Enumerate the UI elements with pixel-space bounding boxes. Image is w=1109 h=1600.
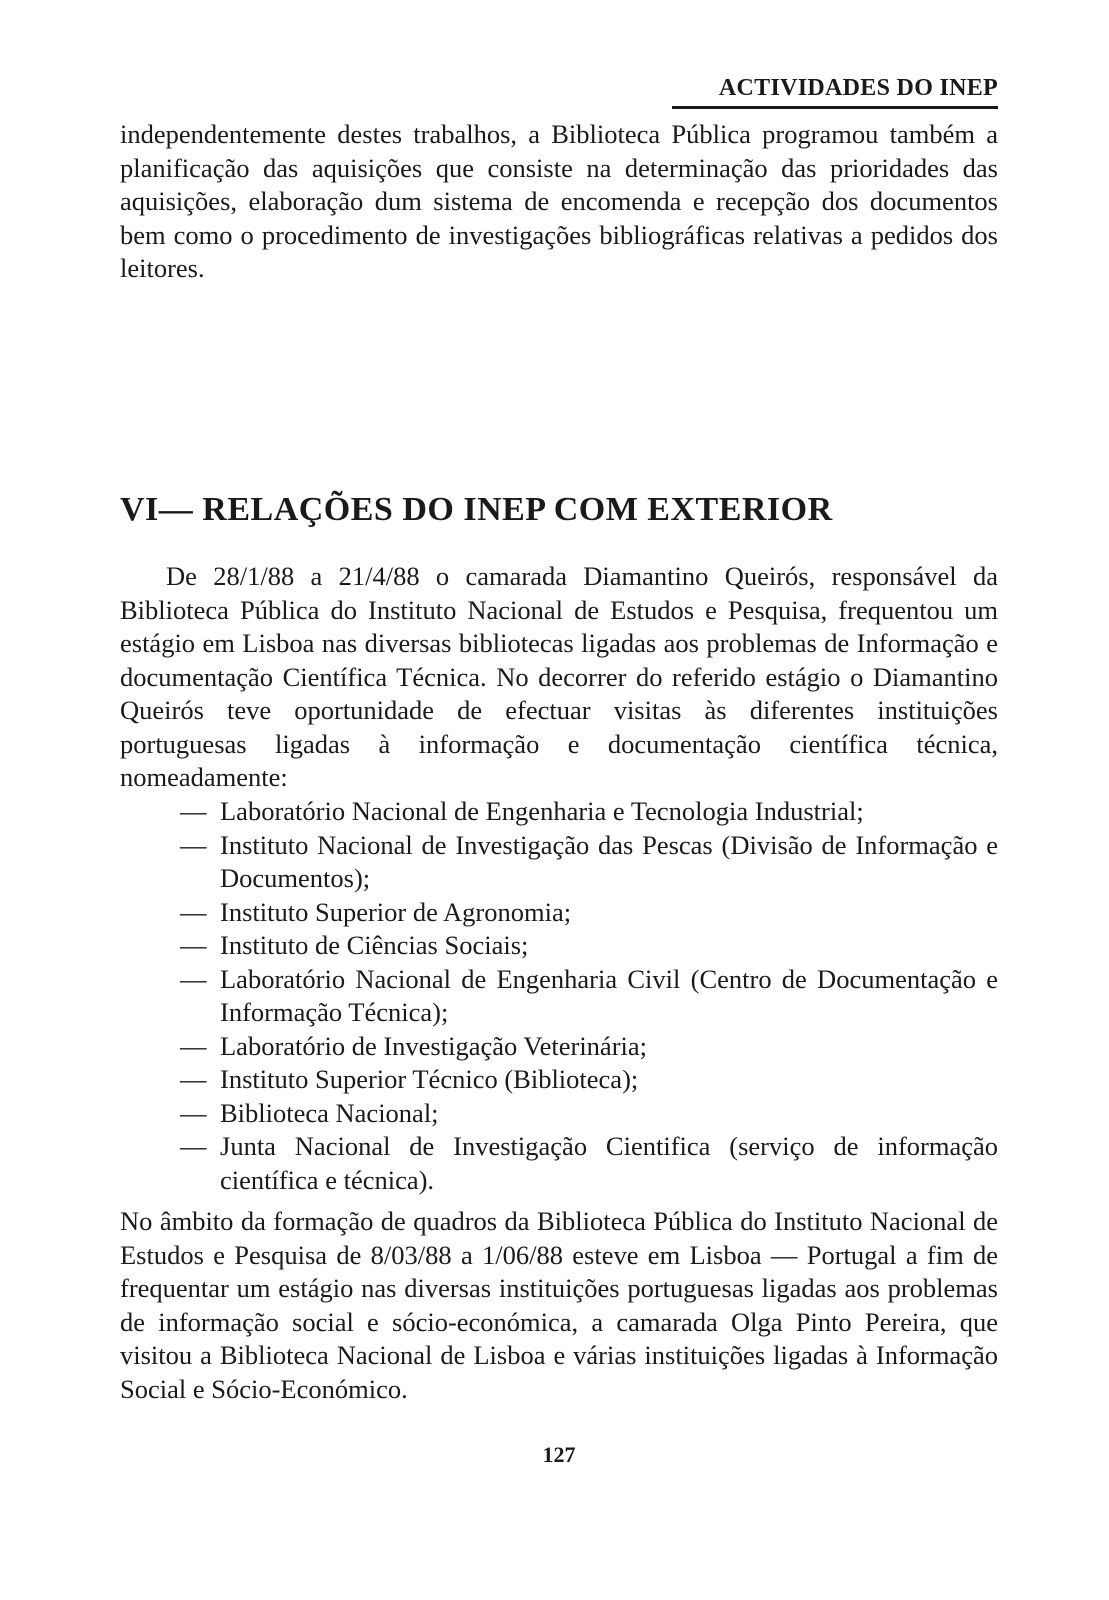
page-number: 127 bbox=[542, 1442, 576, 1467]
list-item bbox=[180, 829, 998, 896]
paragraph-bottom: No âmbito da formação de quadros da Biblioteca Pública do Instituto Nacional de Estudos e Pesquisa de 8/03/88 a 1/06/88 esteve em Lisboa — Portugal a fim de frequentar um estágio nas diversas instituições portuguesas ligadas aos problemas de informação social e sócio-económica, a camarada Olga Pinto Pereira, que visitou a Biblioteca Nacional de Lisboa e várias instituições ligadas à Informação Social e Sócio-Económico. bbox=[120, 1206, 998, 1404]
paragraph-section: De 28/1/88 a 21/4/88 o camarada Diamantino Queirós, responsável da Biblioteca Pública do Instituto Nacional de Estudos e Pesquisa, frequentou um estágio em Lisboa nas diversas bibliotecas ligadas aos problemas de Informação e documentação Científica Técnica. No decorrer do referido estágio o Diamantino Queirós teve oportunidade de efectuar visitas às diferentes instituições portuguesas ligadas à informação e documentação científica técnica, nomeadamente: bbox=[120, 561, 998, 792]
list-item bbox=[180, 1030, 998, 1064]
list-item-text: Laboratório de Investigação Veterinária; bbox=[220, 1030, 648, 1061]
dash-bullet: — bbox=[180, 896, 207, 927]
dash-bullet: — bbox=[180, 1064, 207, 1094]
institutions-list bbox=[180, 795, 998, 1197]
list-item-text: Junta Nacional de Investigação Cientifica (serviço de informação científica e técnica). bbox=[220, 1131, 998, 1195]
list-item-text: Instituto Nacional de Investigação das Pescas (Divisão de Informação e Documentos); bbox=[220, 829, 998, 893]
dash-bullet: — bbox=[180, 1097, 207, 1128]
dash-bullet: — bbox=[180, 1030, 207, 1061]
list-item-text: Instituto Superior de Agronomia; bbox=[220, 896, 572, 927]
running-head: ACTIVIDADES DO INEP bbox=[718, 75, 998, 101]
section-heading: VI— RELAÇÕES DO INEP COM EXTERIOR bbox=[120, 491, 833, 528]
list-item bbox=[180, 963, 998, 1030]
list-item-text: Laboratório Nacional de Engenharia e Tecnologia Industrial; bbox=[220, 796, 864, 826]
dash-bullet: — bbox=[180, 796, 207, 826]
paragraph-top: independentemente destes trabalhos, a Biblioteca Pública programou também a planificação das aquisições que consiste na determinação das prioridades das aquisições, elaboração dum sistema de encomenda e recepção dos documentos bem como o procedimento de investigações bibliográficas relativas a pedidos dos leitores. bbox=[120, 119, 998, 283]
list-item bbox=[180, 1097, 998, 1131]
list-item bbox=[180, 1063, 998, 1097]
list-item bbox=[180, 929, 998, 963]
dash-bullet: — bbox=[180, 930, 207, 960]
list-item bbox=[180, 896, 998, 930]
list-item bbox=[180, 795, 998, 829]
list-item-text: Laboratório Nacional de Engenharia Civil (Centro de Documentação e Informação Técnica); bbox=[220, 963, 998, 1027]
list-item-text: Biblioteca Nacional; bbox=[220, 1097, 439, 1128]
dash-bullet: — bbox=[180, 1131, 207, 1161]
dash-bullet: — bbox=[180, 963, 207, 994]
list-item bbox=[180, 1130, 998, 1197]
dash-bullet: — bbox=[180, 829, 207, 860]
list-item-text: Instituto Superior Técnico (Biblioteca); bbox=[220, 1064, 639, 1094]
running-head-rule bbox=[672, 106, 998, 109]
list-item-text: Instituto de Ciências Sociais; bbox=[220, 930, 529, 960]
